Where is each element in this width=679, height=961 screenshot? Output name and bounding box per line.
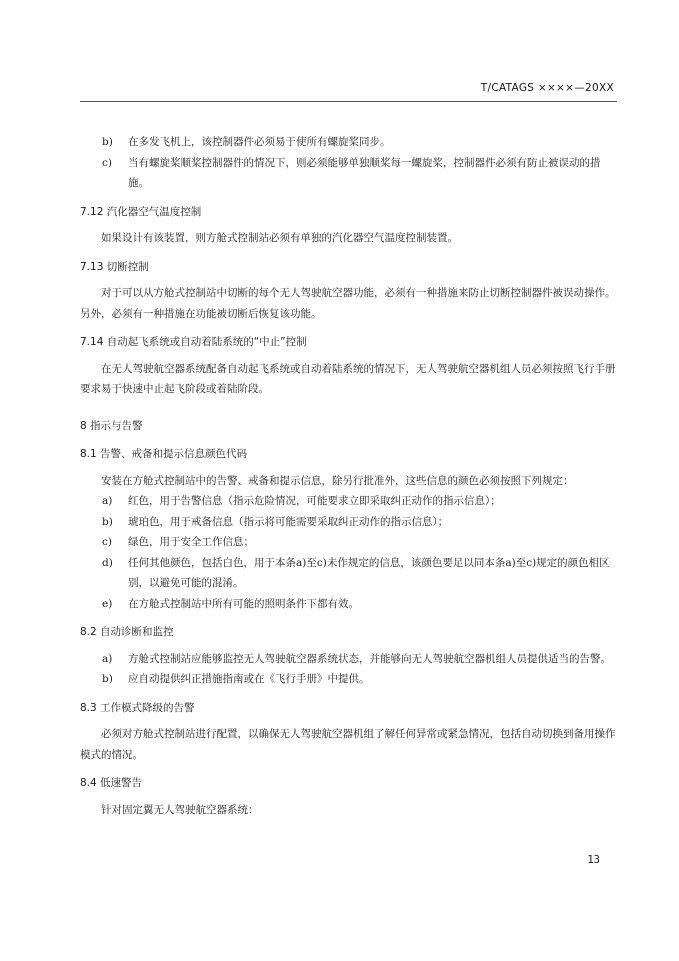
list-item-text: 琥珀色，用于戒备信息（指示将可能需要采取纠正动作的指示信息）；	[128, 515, 449, 528]
list-item-text: 在多发飞机上，该控制器件必须易于使所有螺旋桨同步。	[128, 136, 391, 148]
list-item-text: 应自动提供纠正措施指南或在《飞行手册》中提供。	[128, 673, 370, 685]
list-item	[80, 512, 617, 533]
list-item-label: b)	[102, 515, 113, 528]
list-item-label: e)	[102, 597, 113, 610]
list-item	[80, 491, 617, 512]
list-item-label: c)	[102, 536, 112, 548]
section-paragraph: 安装在方舱式控制站中的告警、戒备和提示信息，除另行批准外，这些信息的颜色必须按照下列规定：	[101, 474, 574, 487]
section-heading-8-2: 8.2 自动诊断和监控	[80, 626, 174, 638]
document-code: T/CATAGS ××××—20XX	[480, 82, 614, 94]
list-item-text: 方舱式控制站应能够监控无人驾驶航空器系统状态，并能够向无人驾驶航空器机组人员提供适当的告警。	[128, 652, 611, 665]
list-item-label: c)	[102, 156, 112, 169]
section-paragraph: 必须对方舱式控制站进行配置，以确保无人驾驶航空器机组了解任何异常或紧急情况，包括自动切换到备用操作模式的情况。	[80, 728, 616, 761]
list-item-text: 红色，用于告警信息（指示危险情况，可能要求立即采取纠正动作的指示信息）；	[128, 495, 501, 507]
section-heading-8-3: 8.3 工作模式降级的告警	[80, 701, 195, 714]
list-item-label: a)	[102, 495, 113, 507]
section-heading-7-14: 7.14 自动起飞系统或自动着陆系统的“中止”控制	[80, 336, 307, 348]
list-item-label: b)	[102, 673, 113, 685]
list-item-label: a)	[102, 652, 113, 665]
list-item	[80, 532, 617, 553]
list-item-label: b)	[102, 136, 113, 148]
section-paragraph: 在无人驾驶航空器系统配备自动起飞系统或自动着陆系统的情况下，无人驾驶航空器机组人员必须按照飞行手册要求易于快速中止起飞阶段或着陆阶段。	[80, 362, 616, 395]
list-item	[80, 153, 617, 194]
section-heading-7-12: 7.12 汽化器空气温度控制	[80, 205, 202, 218]
list-item	[80, 132, 617, 153]
list-item	[80, 594, 617, 615]
chapter-heading-8: 8 指示与告警	[80, 419, 143, 432]
section-heading-7-13: 7.13 切断控制	[80, 260, 149, 273]
page-number: 13	[587, 854, 600, 866]
section-paragraph: 针对固定翼无人驾驶航空器系统：	[101, 803, 259, 816]
section-paragraph: 对于可以从方舱式控制站中切断的每个无人驾驶航空器功能，必须有一种措施来防止切断控制器件被误动操作。另外，必须有一种措施在功能被切断后恢复该功能。	[80, 287, 616, 320]
list-item-text: 在方舱式控制站中所有可能的照明条件下都有效。	[128, 597, 359, 610]
section-heading-8-4: 8.4 低速警告	[80, 777, 143, 789]
list-item-text: 绿色，用于安全工作信息；	[128, 536, 254, 548]
list-item-text: 任何其他颜色，包括白色，用于本条a)至c)未作规定的信息，该颜色要足以同本条a)至c)规定的颜色相区别，以避免可能的混淆。	[128, 556, 610, 589]
page-body	[80, 132, 617, 820]
section-paragraph: 如果设计有该装置，则方舱式控制站必须有单独的汽化器空气温度控制装置。	[101, 232, 458, 244]
header-rule	[80, 101, 617, 102]
list-item-text: 当有螺旋桨顺桨控制器件的情况下，则必须能够单独顺桨每一螺旋桨，控制器件必须有防止被误动的措施。	[128, 156, 601, 189]
list-item	[80, 553, 617, 594]
section-heading-8-1: 8.1 告警、戒备和提示信息颜色代码	[80, 448, 248, 460]
list-item	[80, 649, 617, 670]
list-item	[80, 669, 617, 690]
list-item-label: d)	[102, 556, 113, 569]
